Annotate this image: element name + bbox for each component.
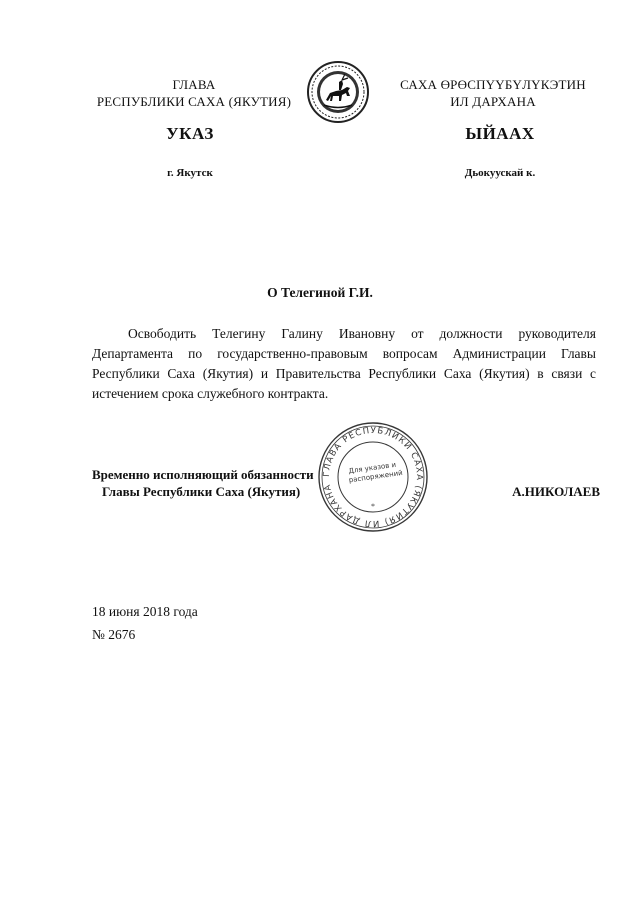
- title-yyaakh: ЫЙААХ: [465, 124, 535, 143]
- decree-date: 18 июня 2018 года: [92, 604, 198, 619]
- title-ukaz: УКАЗ: [166, 124, 214, 143]
- decree-body: Освободить Телегину Галину Ивановну от должности руководителя Департамента по государственно-правовым вопросам Администрации Главы Республики Саха (Якутия) и Правительства Республики Саха (Якутия) в связи с истечением срока служебного контракта.: [92, 326, 596, 401]
- decree-number: № 2676: [92, 627, 136, 642]
- header-left-line1: ГЛАВА: [172, 77, 216, 92]
- header-left-line2: РЕСПУБЛИКИ САХА (ЯКУТИЯ): [96, 94, 292, 109]
- stamp-ring-text: ГЛАВА РЕСПУБЛИКИ САХА (ЯКУТИЯ) ИЛ ДАРХАНА: [321, 425, 425, 529]
- header-left: [88, 76, 300, 110]
- signature-position-line1: Временно исполняющий обязанности: [92, 467, 314, 482]
- decree-subject: О Телегиной Г.И.: [267, 285, 373, 300]
- svg-text:*: *: [371, 502, 375, 511]
- official-seal-stamp: [316, 420, 430, 534]
- header-right-line1: САХА ӨРӨСПҮҮБҮЛҮКЭТИН: [400, 77, 586, 92]
- city-left: г. Якутск: [167, 167, 213, 179]
- coat-of-arms-icon: [306, 60, 370, 124]
- city-right: Дьокуускай к.: [464, 167, 536, 179]
- signature-position-line2: Главы Республики Саха (Якутия): [102, 484, 301, 499]
- stamp-center-text: Для указов и распоряжений: [347, 460, 404, 485]
- signature-name: А.НИКОЛАЕВ: [512, 484, 600, 499]
- header-right: [380, 76, 606, 110]
- header-right-line2: ИЛ ДАРХАНА: [450, 94, 536, 109]
